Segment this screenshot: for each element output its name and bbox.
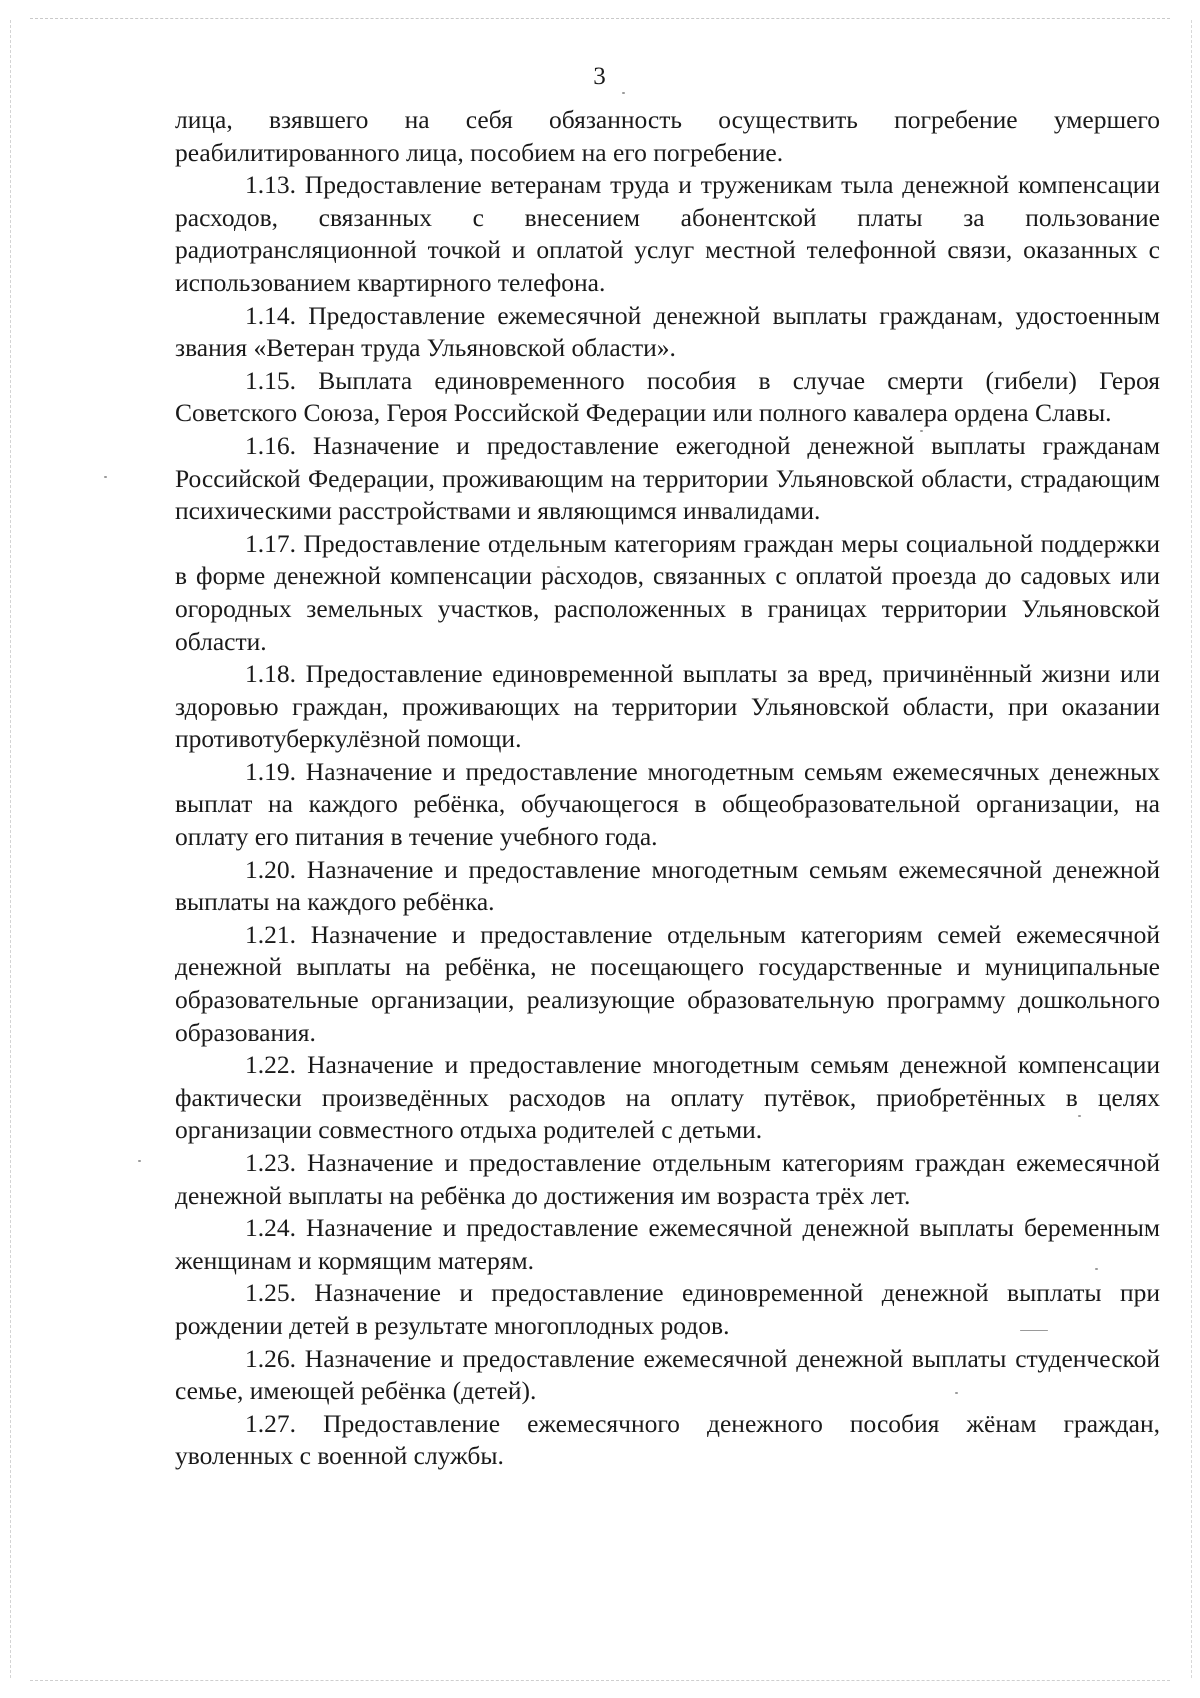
- paragraph-1-26: 1.26. Назначение и предоставление ежемесячной денежной выплаты студенческой семье, имеющей ребёнка (детей).: [175, 1343, 1160, 1406]
- paragraph-1-27: 1.27. Предоставление ежемесячного денежного пособия жёнам граждан, уволенных с военной службы.: [175, 1408, 1160, 1471]
- paragraph-1-19: 1.19. Назначение и предоставление многодетным семьям ежемесячных денежных выплат на каждого ребёнка, обучающегося в общеобразовательной организации, на оплату его питания в течение учебного года.: [175, 756, 1160, 852]
- paragraph-1-14: 1.14. Предоставление ежемесячной денежной выплаты гражданам, удостоенным звания «Ветеран труда Ульяновской области».: [175, 300, 1160, 363]
- paragraph-1-21: 1.21. Назначение и предоставление отдельным категориям семей ежемесячной денежной выплаты на ребёнка, не посещающего государственные и муниципальные образовательные организации, реализующие образовательную программу дошкольного образования.: [175, 919, 1160, 1047]
- paragraph-1-22: 1.22. Назначение и предоставление многодетным семьям денежной компенсации фактически произведённых расходов на оплату путёвок, приобретённых в целях организации совместного отдыха родителей с детьми.: [175, 1050, 1160, 1145]
- paragraph-1-20: 1.20. Назначение и предоставление многодетным семьям ежемесячной денежной выплаты на каждого ребёнка.: [175, 854, 1160, 917]
- scan-edge-left: [10, 20, 11, 1678]
- scan-edge-bottom: [30, 1680, 1170, 1681]
- scan-edge-top: [30, 18, 1170, 19]
- document-body: [175, 104, 1160, 1473]
- paragraph-1-16: 1.16. Назначение и предоставление ежегодной денежной выплаты гражданам Российской Федерации, проживающим на территории Ульяновской области, страдающим психическими расстройствами и являющимся инвалидами.: [175, 430, 1160, 526]
- scan-edge-right: [1191, 20, 1192, 1678]
- scan-speck: [104, 476, 107, 478]
- scan-speck: [138, 1160, 141, 1162]
- paragraph-1-23: 1.23. Назначение и предоставление отдельным категориям граждан ежемесячной денежной выплаты на ребёнка до достижения им возраста трёх лет.: [175, 1148, 1160, 1210]
- page-number: 3: [593, 63, 607, 90]
- paragraph-1-25: 1.25. Назначение и предоставление единовременной денежной выплаты при рождении детей в результате многоплодных родов.: [175, 1278, 1160, 1340]
- paragraph-continuation: лица, взявшего на себя обязанность осуществить погребение умершего реабилитированного лица, пособием на его погребение.: [175, 105, 1160, 167]
- paragraph-1-17: 1.17. Предоставление отдельным категориям граждан меры социальной поддержки в форме денежной компенсации расходов, связанных с оплатой проезда до садовых или огородных земельных участков, расположенных в границах территории Ульяновской области.: [175, 528, 1160, 656]
- paragraph-1-15: 1.15. Выплата единовременного пособия в случае смерти (гибели) Героя Советского Союза, Героя Российской Федерации или полного кавалера ордена Славы.: [175, 365, 1160, 428]
- paragraph-1-24: 1.24. Назначение и предоставление ежемесячной денежной выплаты беременным женщинам и кормящим матерям.: [175, 1213, 1160, 1275]
- paragraph-1-18: 1.18. Предоставление единовременной выплаты за вред, причинённый жизни или здоровью граждан, проживающих на территории Ульяновской области, при оказании противотуберкулёзной помощи.: [175, 659, 1160, 754]
- paragraph-1-13: 1.13. Предоставление ветеранам труда и труженикам тыла денежной компенсации расходов, связанных с внесением абонентской платы за пользование радиотрансляционной точкой и оплатой услуг местной телефонной связи, оказанных с использованием квартирного телефона.: [175, 170, 1160, 297]
- scan-speck: [622, 92, 625, 94]
